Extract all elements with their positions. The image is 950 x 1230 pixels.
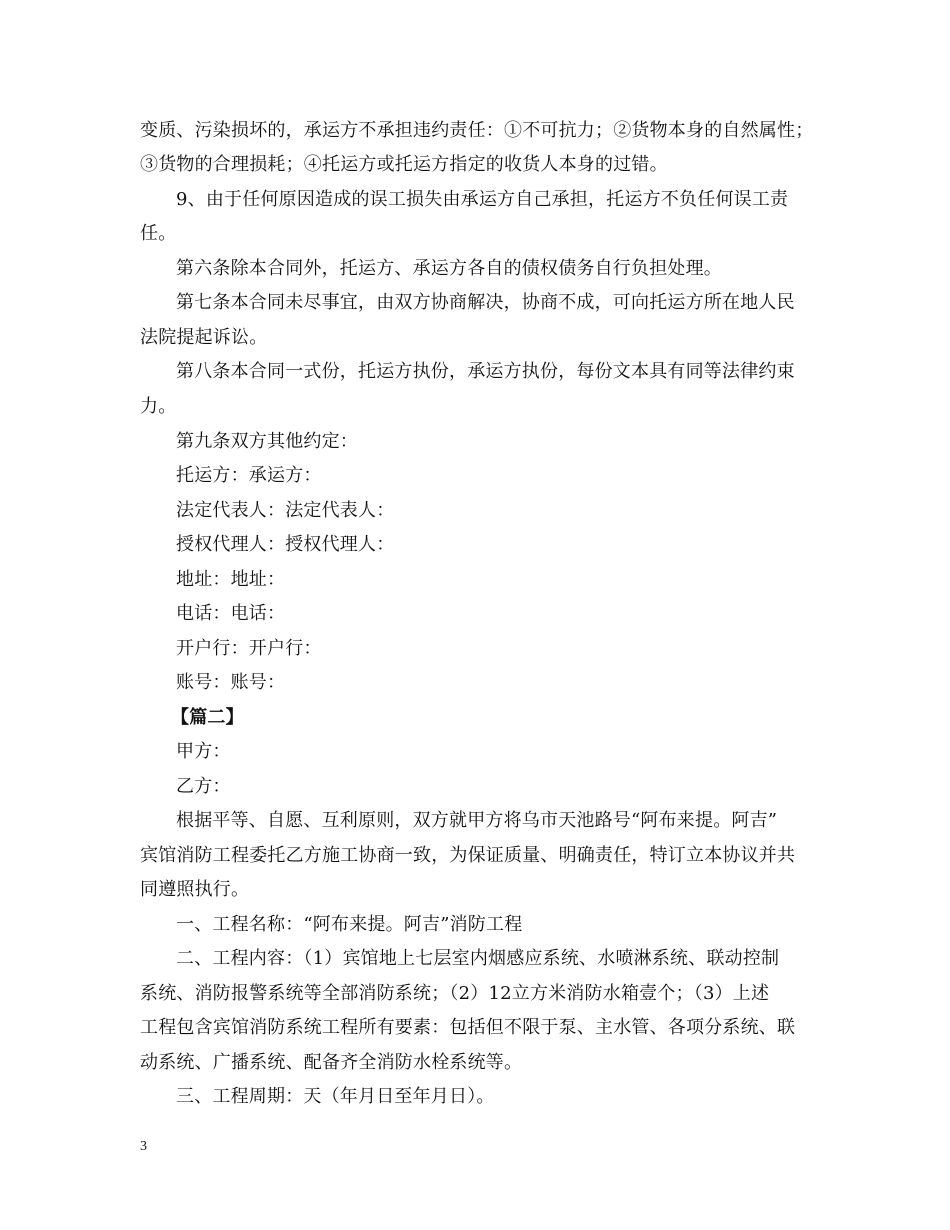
text-line: 一、工程名称：“阿布来提。阿吉”消防工程 xyxy=(176,914,523,935)
text-line: 托运方：承运方： xyxy=(176,465,322,486)
text-line: 甲方： xyxy=(176,741,231,762)
text-line: 动系统、广播系统、配备齐全消防水栓系统等。 xyxy=(140,1052,523,1073)
text-line: 二、工程内容：（1）宾馆地上七层室内烟感应系统、水喷淋系统、联动控制 xyxy=(176,948,780,969)
text-line: 三、工程周期：天（年月日至年月日）。 xyxy=(176,1086,495,1107)
section-heading: 【篇二】 xyxy=(171,707,244,728)
page-number: 3 xyxy=(140,1139,147,1154)
text-line: 电话：电话： xyxy=(176,603,286,624)
text-line: 法院提起诉讼。 xyxy=(140,327,268,348)
text-line: 授权代理人：授权代理人： xyxy=(176,534,395,555)
text-line: 第九条双方其他约定： xyxy=(176,431,358,452)
text-line: 9、由于任何原因造成的误工损失由承运方自己承担，托运方不负任何误工责 xyxy=(176,189,789,210)
text-line: 乙方： xyxy=(176,776,231,797)
text-line: 法定代表人：法定代表人： xyxy=(176,500,395,521)
text-line: 根据平等、自愿、互利原则，双方就甲方将乌市天池路号“阿布来提。阿吉” xyxy=(176,810,778,831)
text-line: 同遵照执行。 xyxy=(140,879,250,900)
text-line: 力。 xyxy=(140,396,177,417)
text-line: 地址：地址： xyxy=(176,569,286,590)
text-line: 系统、消防报警系统等全部消防系统；（2）12立方米消防水箱壹个；（3）上述 xyxy=(140,983,770,1004)
text-line: 第七条本合同未尽事宜，由双方协商解决，协商不成，可向托运方所在地人民 xyxy=(176,292,795,313)
text-line: 宾馆消防工程委托乙方施工协商一致，为保证质量、明确责任，特订立本协议并共 xyxy=(140,845,796,866)
text-line: 工程包含宾馆消防系统工程所有要素：包括但不限于泵、主水管、各项分系统、联 xyxy=(140,1017,796,1038)
text-line: 任。 xyxy=(140,223,177,244)
text-line: ③货物的合理损耗；④托运方或托运方指定的收货人本身的过错。 xyxy=(140,154,668,175)
text-line: 变质、污染损坏的，承运方不承担违约责任：①不可抗力；②货物本身的自然属性； xyxy=(140,120,814,141)
text-line: 账号：账号： xyxy=(176,672,286,693)
text-line: 第八条本合同一式份，托运方执份，承运方执份，每份文本具有同等法律约束 xyxy=(176,361,795,382)
text-line: 第六条除本合同外，托运方、承运方各自的债权债务自行负担处理。 xyxy=(176,258,722,279)
text-line: 开户行：开户行： xyxy=(176,638,322,659)
